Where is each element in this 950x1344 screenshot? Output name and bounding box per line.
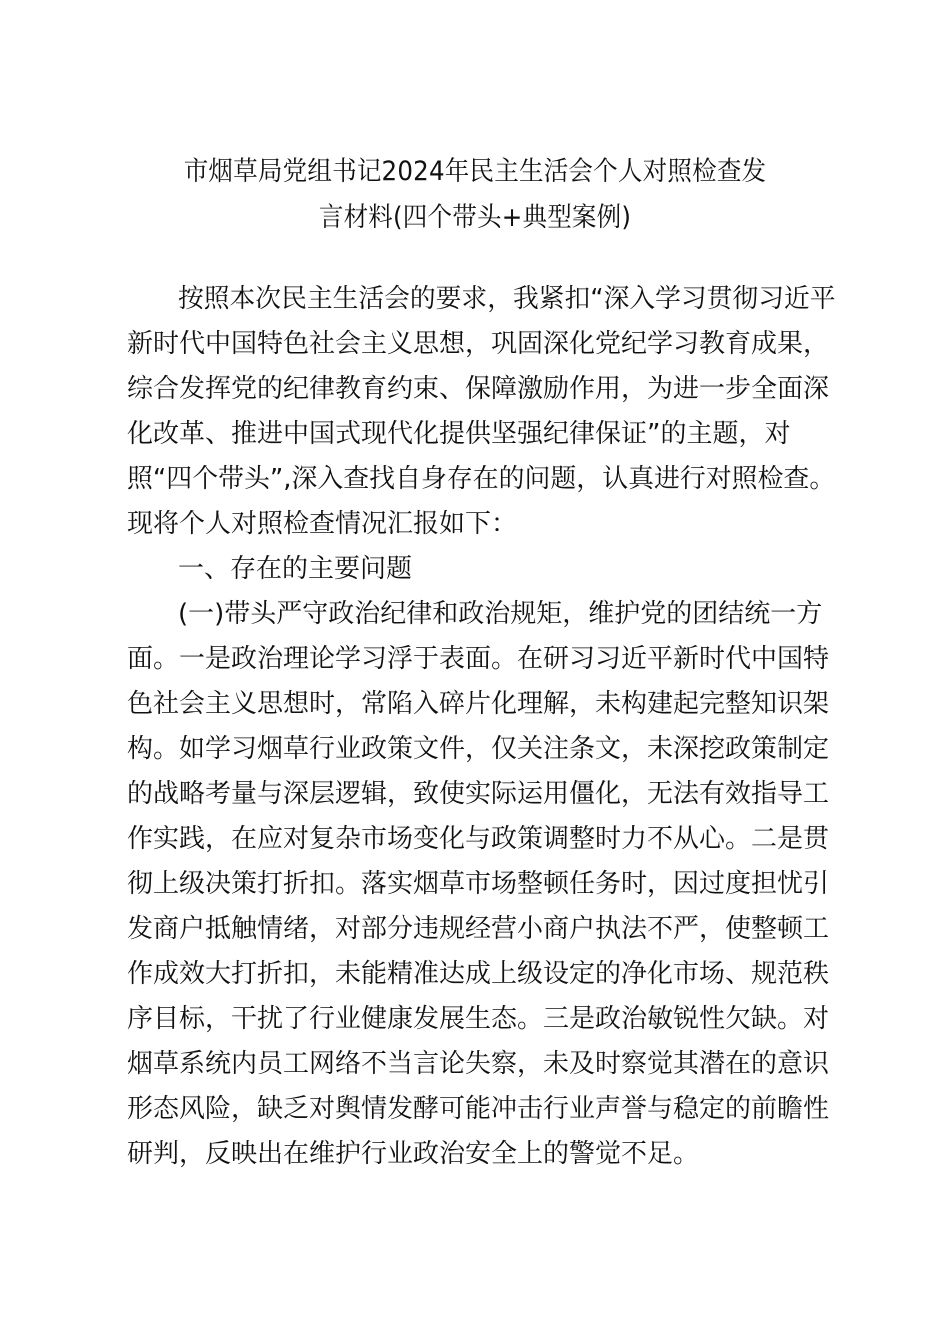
paragraph-line: 综合发挥党的纪律教育约束、保障激励作用，为进一步全面深 (127, 374, 830, 404)
paragraph-line: 作实践，在应对复杂市场变化与政策调整时力不从心。二是贯 (127, 824, 830, 854)
paragraph-line: 序目标，干扰了行业健康发展生态。三是政治敏锐性欠缺。对 (127, 1004, 830, 1034)
paragraph-line: 新时代中国特色社会主义思想，巩固深化党纪学习教育成果， (127, 329, 830, 359)
document-title-line-2: 言材料(四个带头+典型案例) (318, 202, 632, 233)
paragraph-line: 发商户抵触情绪，对部分违规经营小商户执法不严，使整顿工 (127, 914, 830, 944)
paragraph-line: 烟草系统内员工网络不当言论失察，未及时察觉其潜在的意识 (127, 1049, 830, 1079)
document-title-line-1: 市烟草局党组书记2024年民主生活会个人对照检查发 (183, 156, 767, 187)
section-heading: 一、存在的主要问题 (178, 554, 413, 584)
paragraph-line: 形态风险，缺乏对舆情发酵可能冲击行业声誉与稳定的前瞻性 (127, 1094, 830, 1124)
paragraph-line: 照“四个带头”,深入查找自身存在的问题，认真进行对照检查。 (127, 464, 836, 494)
paragraph-line: 彻上级决策打折扣。落实烟草市场整顿任务时，因过度担忧引 (127, 869, 830, 899)
paragraph-line: 面。一是政治理论学习浮于表面。在研习习近平新时代中国特 (127, 644, 830, 674)
paragraph-line: 化改革、推进中国式现代化提供坚强纪律保证”的主题，对 (127, 419, 791, 449)
paragraph-line: 构。如学习烟草行业政策文件，仅关注条文，未深挖政策制定 (127, 734, 830, 764)
paragraph-line: 作成效大打折扣，未能精准达成上级设定的净化市场、规范秩 (127, 959, 830, 989)
paragraph-line: (一)带头严守政治纪律和政治规矩，维护党的团结统一方 (178, 599, 823, 629)
paragraph-line: 研判，反映出在维护行业政治安全上的警觉不足。 (127, 1139, 700, 1169)
paragraph-line: 色社会主义思想时，常陷入碎片化理解，未构建起完整知识架 (127, 689, 830, 719)
paragraph-line: 的战略考量与深层逻辑，致使实际运用僵化，无法有效指导工 (127, 779, 830, 809)
paragraph-line: 现将个人对照检查情况汇报如下： (127, 509, 518, 539)
paragraph-line: 按照本次民主生活会的要求，我紧扣“深入学习贯彻习近平 (178, 284, 836, 314)
